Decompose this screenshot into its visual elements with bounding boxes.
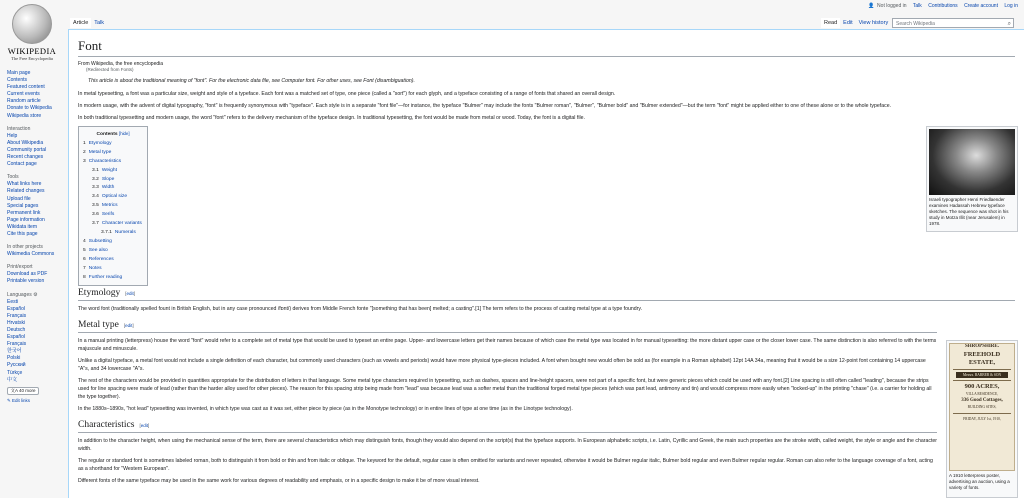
characteristics-paragraph: In addition to the character height, when using the mechanical sense of the term, there are several characteristics which may distinguish fonts, though they would also depend on the script(s) that the typeface supports. In European alphabetic scripts, i.e. Latin, Cyrillic and Greek, the main such properties are the stroke width, called weight, the style or angle and the character width. — [78, 438, 937, 452]
poster-line: FRIDAY, JULY 1st, 1910, — [963, 416, 1001, 421]
sidebar-nav-item[interactable]: Main page — [7, 70, 31, 76]
toc-entry[interactable] — [83, 176, 143, 185]
thumbnail-caption: A 1910 letterpress poster, advertising an auction, using a variety of fonts. — [949, 473, 1010, 490]
sidebar — [7, 70, 67, 404]
toc-spacer — [78, 126, 1015, 281]
sidebar-interaction-title: Interaction — [7, 125, 31, 132]
section-heading-characteristics — [78, 419, 937, 433]
toc-link[interactable]: Metal type — [88, 149, 112, 155]
sidebar-tool-item[interactable]: Related changes — [7, 188, 45, 195]
sidebar-print-title: Print/export — [7, 264, 33, 271]
sidebar-print-item[interactable]: Printable version — [7, 278, 45, 285]
toc-title-text: Contents — [96, 132, 118, 137]
sidebar-languages-title — [7, 292, 67, 299]
toc-entry[interactable] — [83, 140, 143, 149]
toc-link[interactable]: Weight — [101, 167, 117, 173]
section-heading-etymology — [78, 287, 1015, 301]
redirect-note: (Redirected from Fonts) — [86, 67, 134, 72]
user-icon: 👤 — [868, 3, 875, 9]
poster-line: VILLA RESIDENCE, — [965, 392, 999, 396]
sidebar-tool-item[interactable]: Page information — [7, 216, 45, 223]
toc-link[interactable]: Etymology — [88, 140, 112, 146]
hatnote: This article is about the traditional meaning of "font". For the electronic data file, see Computer font. For other uses, see Font (disambiguation). — [88, 78, 415, 84]
thumbnail-typographer[interactable] — [926, 126, 1018, 232]
contributions-link[interactable]: Contributions — [928, 3, 958, 9]
characteristics-paragraph: The regular or standard font is sometimes labeled roman, both to distinguish it from bold or thin and from italic or oblique. The keyword for the default, regular case is often omitted for variants and never repeated, otherwise it would be Bulmer regular italic, Bulmer bold regular and even Bulmer regular regular. Roman can also refer to the language coverage of a font, acting as a shorthand for "Western European". — [78, 458, 933, 472]
toc-entry[interactable] — [83, 211, 143, 220]
sidebar-nav-item[interactable]: Donate to Wikipedia — [7, 105, 52, 112]
gear-icon[interactable]: ⚙ — [33, 291, 38, 298]
sidebar-other-title: In other projects — [7, 244, 43, 251]
toc-entry[interactable] — [83, 229, 143, 238]
toc-hide-toggle[interactable]: [hide] — [119, 131, 130, 136]
toc-number: 7 — [83, 265, 86, 271]
characteristics-title: Characteristics — [78, 420, 135, 430]
metal-paragraph: The rest of the characters would be provided in quantities appropriate for the distribution of letters in that language. Some metal type characters required in typesetting, such as dashes, spaces and line-height spacers, were not part of a specific font, but were generic pieces which could be used with any font.[2] Line spacing is still often called "leading", because the strips used for line spacing were made of lead (rather than the harder alloy used for other pieces). The reason for this spacing strip being made from "lead" was because lead was a softer metal than the traditional forged metal type pieces (which was part lead, antimony and tin) and would compress more easily when "locked-up" in the printing "chase" (i.e. a carrier for holding all the type together). — [78, 378, 932, 400]
sidebar-project-item[interactable]: Wikimedia Commons — [7, 251, 55, 258]
namespace-tabs — [70, 18, 107, 28]
personal-tools — [863, 3, 1018, 9]
toc-link[interactable]: See also — [88, 247, 108, 253]
sidebar-nav-item[interactable]: Current events — [7, 91, 40, 98]
sidebar-language-item[interactable]: Türkçe — [7, 369, 23, 376]
table-of-contents — [78, 126, 148, 286]
sidebar-language-item[interactable]: Español — [7, 305, 26, 312]
sidebar-tool-item[interactable]: Permanent link — [7, 209, 41, 216]
sidebar-tool-item[interactable]: Special pages — [7, 202, 39, 209]
metal-type-title: Metal type — [78, 320, 119, 330]
search-placeholder: Search Wikipedia — [896, 21, 935, 27]
tab-history[interactable]: View history — [858, 20, 889, 26]
toc-number: 3.4 — [92, 194, 99, 200]
not-logged-in: Not logged in — [877, 3, 907, 9]
sidebar-nav-item[interactable]: Contents — [7, 77, 28, 84]
toc-link[interactable]: References — [88, 256, 114, 262]
sidebar-interaction-item[interactable]: Contact page — [7, 161, 37, 168]
toc-entry[interactable] — [83, 149, 143, 158]
edit-section-metal-type[interactable]: [edit] — [123, 323, 134, 328]
toc-link[interactable]: Numerals — [114, 229, 136, 235]
toc-number: 3.3 — [92, 185, 99, 191]
toc-entry[interactable] — [83, 220, 143, 229]
toc-number: 3.1 — [92, 167, 99, 173]
sidebar-language-item[interactable]: Deutsch — [7, 327, 26, 333]
sidebar-language-item[interactable]: 한국어 — [7, 348, 22, 355]
sidebar-language-item[interactable]: Français — [7, 341, 27, 348]
sidebar-print-item[interactable]: Download as PDF — [7, 271, 48, 278]
typographer-photo[interactable] — [929, 129, 1015, 195]
toc-link[interactable]: Further reading — [88, 274, 123, 280]
etymology-title: Etymology — [78, 288, 121, 298]
poster-line: SHROPSHIRE. — [964, 344, 1000, 349]
toc-link[interactable]: Serifs — [101, 212, 115, 218]
edit-section-characteristics[interactable]: [edit] — [139, 423, 150, 428]
toc-entry[interactable] — [83, 265, 143, 274]
poster-line: 900 ACRES, — [964, 383, 1000, 390]
sidebar-language-item[interactable]: Polski — [7, 355, 21, 362]
sidebar-language-item[interactable]: 中文 — [7, 376, 18, 383]
talk-link[interactable]: Talk — [912, 3, 922, 9]
tab-read[interactable]: Read — [821, 18, 840, 28]
toc-link[interactable]: Slope — [101, 176, 115, 182]
toc-entry[interactable] — [83, 193, 143, 202]
toc-entry[interactable] — [83, 158, 143, 167]
edit-links[interactable]: ✎ Edit links — [7, 397, 31, 403]
sidebar-nav-item[interactable]: Wikipedia store — [7, 112, 42, 119]
toc-entry[interactable] — [83, 184, 143, 193]
poster-line: 336 Good Cottages, — [961, 397, 1003, 403]
toc-number: 3.6 — [92, 212, 99, 218]
sidebar-language-item[interactable]: Español — [7, 334, 26, 341]
toc-link[interactable]: Characteristics — [88, 158, 122, 164]
site-subtitle: From Wikipedia, the free encyclopedia — [78, 61, 164, 67]
toc-link[interactable]: Subsetting — [88, 238, 112, 244]
sidebar-interaction-item[interactable]: Help — [7, 132, 18, 139]
toc-title — [83, 130, 143, 140]
toc-entry[interactable] — [83, 274, 143, 283]
toc-link[interactable]: Metrics — [101, 203, 118, 209]
toc-number: 2 — [83, 149, 86, 155]
toc-number: 8 — [83, 274, 86, 280]
toc-number: 3.5 — [92, 203, 99, 209]
sidebar-tool-item[interactable]: Cite this page — [7, 230, 38, 237]
sidebar-interaction-item[interactable]: About Wikipedia — [7, 139, 44, 146]
sidebar-language-item[interactable]: Français — [7, 312, 27, 319]
edit-section-etymology[interactable]: [edit] — [125, 291, 136, 296]
logo-tagline: The Free Encyclopedia — [11, 56, 53, 61]
toc-number: 3.7.1 — [101, 229, 112, 235]
toc-entry[interactable] — [83, 238, 143, 247]
metal-paragraph: In the 1880s–1890s, "hot lead" typesetting was invented, in which type was cast as it was set, either piece by piece (as in the Monotype technology) or in entire lines of type at one time (as in the Linotype technology). — [78, 406, 573, 412]
sidebar-tools-title: Tools — [7, 174, 19, 181]
metal-paragraph: In a manual printing (letterpress) house the word "font" would refer to a complete set of metal type that would be used to typeset an entire page. Upper- and lowercase letters get their names because of which case the metal type was located in for manual typesetting: the more distant upper case or the closer lower case. The same distinction is also referred to with the terms majuscule and minuscule. — [78, 338, 937, 352]
intro-paragraph: In modern usage, with the advent of digital typography, "font" is frequently synonymous with "typeface". Each style is in a separate "font file"—for instance, the typeface "Bulmer" may include the fonts "Bulmer roman", "Bulmer", "Bulmer bold" and "Bulmer extended"—but the term "font" might be applied either to one of these alone or to the whole typeface. — [78, 103, 892, 109]
toc-number: 1 — [83, 140, 86, 146]
toc-link[interactable]: Optical size — [101, 194, 128, 200]
view-tabs — [821, 18, 891, 28]
toc-entry[interactable] — [83, 202, 143, 211]
tab-talk[interactable]: Talk — [94, 20, 105, 26]
thumbnail-caption: Israeli typographer Henri Friedlaender examines Hadassah Hebrew typeface sketches. The sequence was shot in his study in Motza Illit (near Jerusalem) in 1978. — [929, 197, 1009, 226]
letterpress-poster-image[interactable] — [949, 343, 1015, 471]
thumbnail-poster[interactable] — [946, 340, 1018, 498]
toc-entry[interactable] — [83, 256, 143, 265]
sidebar-language-item[interactable]: Eesti — [7, 298, 19, 305]
toc-link[interactable]: Notes — [88, 265, 102, 271]
sidebar-tool-item[interactable]: Upload file — [7, 195, 31, 202]
sidebar-interaction-item[interactable]: Recent changes — [7, 154, 44, 161]
toc-number: 6 — [83, 256, 86, 262]
sidebar-nav-item[interactable]: Featured content — [7, 84, 45, 91]
search-icon[interactable]: ⌕ — [1007, 21, 1011, 27]
toc-entry[interactable] — [83, 167, 143, 176]
login-link[interactable]: Log in — [1004, 3, 1018, 9]
intro-paragraph: In metal typesetting, a font was a particular size, weight and style of a typeface. Each font was a matched set of type, one piece (called a "sort") for each glyph, and a typeface consisting of a range of fonts that shared an overall design. — [78, 91, 616, 97]
poster-line: BUILDING SITES, — [967, 405, 997, 409]
sidebar-language-item[interactable]: Hrvatski — [7, 319, 26, 326]
poster-line: FREEHOLD ESTATE, — [963, 350, 1001, 366]
toc-link[interactable]: Character variants — [101, 221, 142, 227]
sidebar-language-item[interactable]: Русский — [7, 362, 26, 369]
more-languages-button[interactable]: 文A 40 more — [7, 387, 39, 395]
search-input[interactable] — [892, 18, 1014, 28]
logo-wordmark: WIKIPEDIA — [7, 46, 57, 56]
etymology-paragraph: The word font (traditionally spelled fount in British English, but in any case pronounced /fɒnt/) derives from Middle French fonte "[something that has been] melted; a casting".[1] The term refers to the process of casting metal type at a type foundry. — [78, 306, 643, 312]
toc-number: 5 — [83, 247, 86, 253]
toc-number: 3 — [83, 158, 86, 164]
toc-entry[interactable] — [83, 247, 143, 256]
toc-number: 3.7 — [92, 221, 99, 227]
create-account-link[interactable]: Create account — [964, 3, 998, 9]
languages-label: Languages — [7, 291, 32, 298]
toc-link[interactable]: Width — [101, 185, 115, 191]
sidebar-tool-item[interactable]: What links here — [7, 181, 42, 188]
toc-number: 3.2 — [92, 176, 99, 182]
sidebar-interaction-item[interactable]: Community portal — [7, 146, 47, 153]
characteristics-paragraph: Different fonts of the same typeface may be used in the same work for various degrees of readability and emphasis, or in a specific design to make it be of more visual interest. — [78, 478, 480, 484]
toc-number: 4 — [83, 238, 86, 244]
section-heading-metal-type — [78, 319, 937, 333]
wikipedia-logo[interactable] — [0, 0, 64, 64]
sidebar-nav-item[interactable]: Random article — [7, 98, 41, 105]
tab-article[interactable]: Article — [70, 18, 91, 28]
page-title: Font — [78, 38, 1015, 57]
sidebar-tool-item[interactable]: Wikidata item — [7, 223, 38, 230]
tab-edit[interactable]: Edit — [843, 20, 853, 26]
metal-paragraph: Unlike a digital typeface, a metal font would not include a single definition of each character, but commonly used characters (such as vowels and periods) would have more physical type-pieces included. A font when bought new would often be sold as (for example in a Roman alphabet) 12pt 14A 34a, meaning that it would be a size 12-point font containing 14 uppercase "A"s, and 34 lowercase "A"s. — [78, 358, 926, 372]
main-content — [68, 29, 1024, 498]
globe-icon — [12, 4, 52, 44]
poster-line: Messrs. BARBER & SON — [956, 372, 1008, 379]
intro-paragraph: In both traditional typesetting and modern usage, the word "font" refers to the delivery mechanism of the typeface design. In traditional typesetting, the font would be made from metal or wood. Today, the font is a digital file. — [78, 115, 585, 121]
